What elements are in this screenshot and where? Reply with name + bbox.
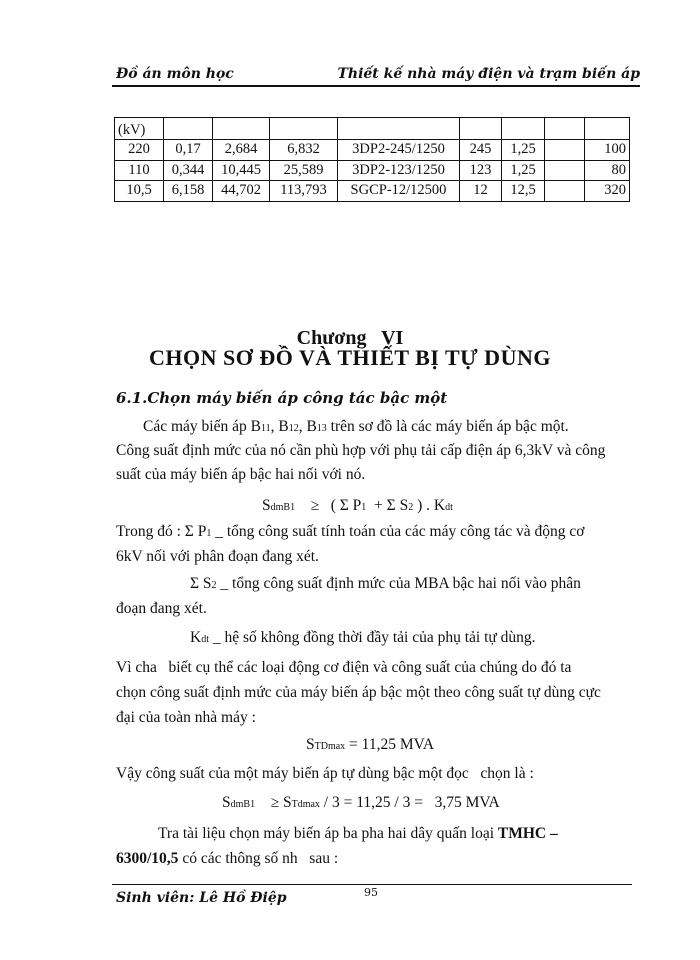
paragraph-line: suất của máy biến áp bậc hai nối với nó.: [116, 466, 366, 483]
table-cell: 113,793: [270, 181, 338, 202]
paragraph-line: Tra tài liệu chọn máy biến áp ba pha hai dây quấn loại TMHC –: [158, 825, 558, 842]
table-cell: 110: [115, 160, 164, 181]
table-cell: 6,832: [270, 140, 338, 161]
table-cell: [545, 181, 585, 202]
table-cell: 12,5: [502, 181, 545, 202]
formula-stdmax: STDmax = 11,25 MVA: [306, 736, 435, 753]
footer-student: Sinh viên: Lê Hồ Điệp: [116, 890, 287, 906]
table-cell: 100: [585, 140, 630, 161]
header-right: Thiết kế nhà máy điện và trạm biến áp: [337, 66, 640, 82]
table-cell: 10,445: [213, 160, 270, 181]
table-cell: [545, 140, 585, 161]
table-cell: 245: [460, 140, 502, 161]
table-row: [115, 181, 630, 202]
table-cell: 1,25: [502, 140, 545, 161]
table-cell: 80: [585, 160, 630, 181]
table-cell: 320: [585, 181, 630, 202]
table-cell: 123: [460, 160, 502, 181]
paragraph-line: đại của toàn nhà máy :: [116, 709, 256, 726]
paragraph-line: Công suất định mức của nó cần phù hợp với phụ tải cấp điện áp 6,3kV và công: [116, 442, 606, 459]
formula-selection: SdmB1 ≥ STdmax / 3 = 11,25 / 3 = 3,75 MVA: [222, 794, 500, 811]
table-row: [115, 118, 630, 140]
table-cell: 44,702: [213, 181, 270, 202]
section-title: 6.1.Chọn máy biến áp công tác bậc một: [116, 389, 448, 407]
formula-sdmb1: SdmB1 ≥ ( Σ P1 + Σ S2 ) . Kdt: [262, 497, 453, 514]
paragraph-line: Vậy công suất của một máy biến áp tự dùng bậc một đọc chọn là :: [116, 765, 534, 782]
paragraph-line: 6300/10,5 có các thông số nh sau :: [116, 850, 339, 867]
table-cell: (kV): [115, 118, 164, 140]
paragraph-line: Kdt _ hệ số không đồng thời đầy tải của phụ tải tự dùng.: [190, 629, 536, 646]
footer-rule: [112, 884, 632, 885]
table-cell: 25,589: [270, 160, 338, 181]
paragraph-line: đoạn đang xét.: [116, 600, 207, 617]
table-cell: 2,684: [213, 140, 270, 161]
table-cell: SGCP-12/12500: [338, 181, 460, 202]
table-cell: 12: [460, 181, 502, 202]
paragraph-line: Các máy biến áp B11, B12, B13 trên sơ đồ là các máy biến áp bậc một.: [143, 418, 569, 435]
chapter-number: Chương VI: [296, 327, 404, 349]
paragraph-line: 6kV nối với phân đoạn đang xét.: [116, 548, 319, 565]
table-cell: 6,158: [164, 181, 213, 202]
page-number: 95: [364, 886, 378, 899]
header-left: Đồ án môn học: [116, 66, 234, 82]
table-cell: 0,17: [164, 140, 213, 161]
paragraph-line: Σ S2 _ tổng công suất định mức của MBA bậc hai nối vào phân: [190, 575, 581, 592]
table-row: [115, 160, 630, 181]
paragraph-line: Trong đó : Σ P1 _ tổng công suất tính toán của các máy công tác và động cơ: [116, 523, 585, 540]
table-row: [115, 140, 630, 161]
paragraph-line: chọn công suất định mức của máy biến áp bậc một theo công suất tự dùng cực: [116, 684, 601, 701]
paragraph-line: Vì cha biết cụ thể các loại động cơ điện và công suất của chúng do đó ta: [116, 659, 572, 676]
header-rule: [112, 85, 640, 87]
table-cell: 3DP2-123/1250: [338, 160, 460, 181]
table-cell: 3DP2-245/1250: [338, 140, 460, 161]
table-cell: [545, 160, 585, 181]
table-cell: 1,25: [502, 160, 545, 181]
table-cell: 0,344: [164, 160, 213, 181]
chapter-title: CHỌN SƠ ĐỒ VÀ THIẾT BỊ TỰ DÙNG: [149, 345, 551, 370]
table-cell: 10,5: [115, 181, 164, 202]
table-cell: 220: [115, 140, 164, 161]
parameter-table: [114, 117, 630, 202]
